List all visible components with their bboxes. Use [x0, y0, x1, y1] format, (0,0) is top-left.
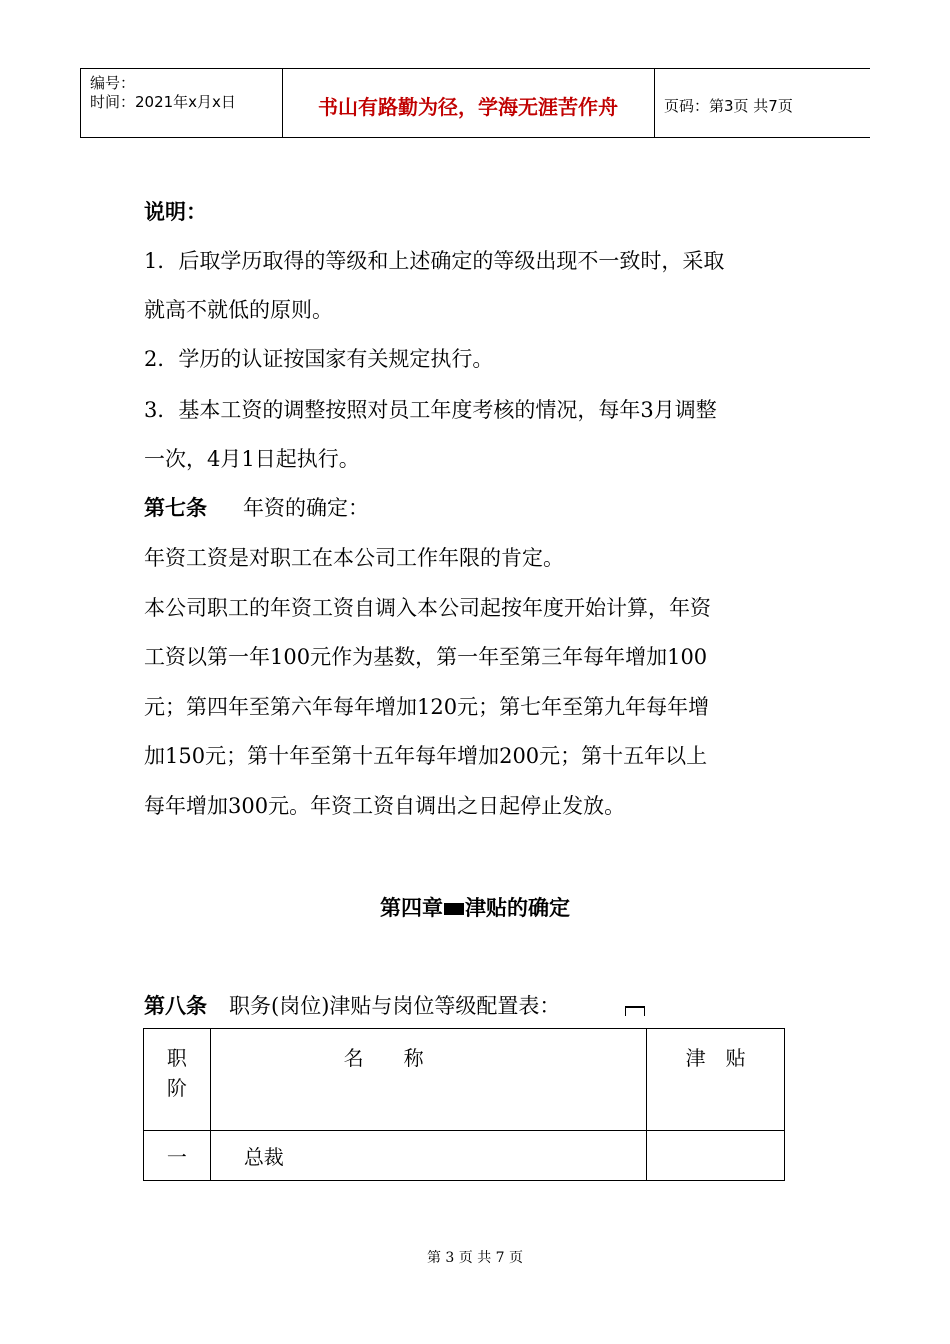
header-cell-allowance: 津 贴	[647, 1029, 785, 1131]
row-allowance	[647, 1131, 785, 1181]
notes-heading: 说明：	[144, 199, 207, 224]
allowance-table	[143, 1028, 785, 1181]
chapter-number: 第四章	[380, 896, 443, 920]
article-7-title: 年资的确定：	[243, 496, 369, 520]
paragraph-2-line-1: 本公司职工的年资工资自调入本公司起按年度开始计算，年资	[144, 596, 711, 620]
header-divider	[80, 69, 81, 137]
article-7-label: 第七条	[144, 495, 207, 520]
header-motto: 书山有路勤为径，学海无涯苦作舟	[318, 95, 618, 119]
note-3-line-2: 一次，4月1日起执行。	[144, 447, 360, 471]
note-1-line-1: 1．后取学历取得的等级和上述确定的等级出现不一致时，采取	[144, 249, 725, 273]
paragraph-2-line-3: 元；第四年至第六年每年增加120元；第七年至第九年每年增	[144, 695, 710, 719]
header-rank-line-2: 阶	[166, 1076, 187, 1100]
page-footer: 第 3 页 共 7 页	[426, 1250, 524, 1266]
article-7-heading	[144, 493, 369, 523]
table-anchor-mark	[625, 1006, 645, 1016]
note-2: 2．学历的认证按国家有关规定执行。	[144, 347, 494, 371]
table-header-row	[144, 1029, 785, 1131]
chapter-heading	[0, 892, 950, 922]
header-number: 编号：	[90, 74, 136, 92]
paragraph-2-line-5: 每年增加300元。年资工资自调出之日起停止发放。	[144, 794, 626, 818]
document-header	[80, 68, 870, 138]
row-name: 总裁	[210, 1131, 647, 1181]
header-cell-name: 名 称	[210, 1029, 647, 1131]
header-page: 页码：第3页 共7页	[664, 97, 793, 115]
paragraph-2-line-2: 工资以第一年100元作为基数，第一年至第三年每年增加100	[144, 645, 708, 669]
paragraph-1: 年资工资是对职工在本公司工作年限的肯定。	[144, 546, 564, 570]
chapter-separator-mark	[444, 903, 464, 915]
note-3-line-1: 3．基本工资的调整按照对员工年度考核的情况，每年3月调整	[144, 398, 717, 422]
header-time: 时间：2021年x月x日	[90, 93, 236, 111]
header-rank-line-1: 职	[166, 1046, 187, 1070]
article-8-label: 第八条	[144, 993, 207, 1018]
row-rank: 一	[144, 1131, 211, 1181]
article-8-heading	[144, 991, 560, 1021]
paragraph-2-line-4: 加150元；第十年至第十五年每年增加200元；第十五年以上	[144, 744, 708, 768]
chapter-title: 津贴的确定	[465, 896, 570, 920]
header-divider	[654, 69, 655, 137]
article-8-title: 职务(岗位)津贴与岗位等级配置表：	[229, 994, 561, 1018]
note-1-line-2: 就高不就低的原则。	[144, 298, 333, 322]
table-row	[144, 1131, 785, 1181]
